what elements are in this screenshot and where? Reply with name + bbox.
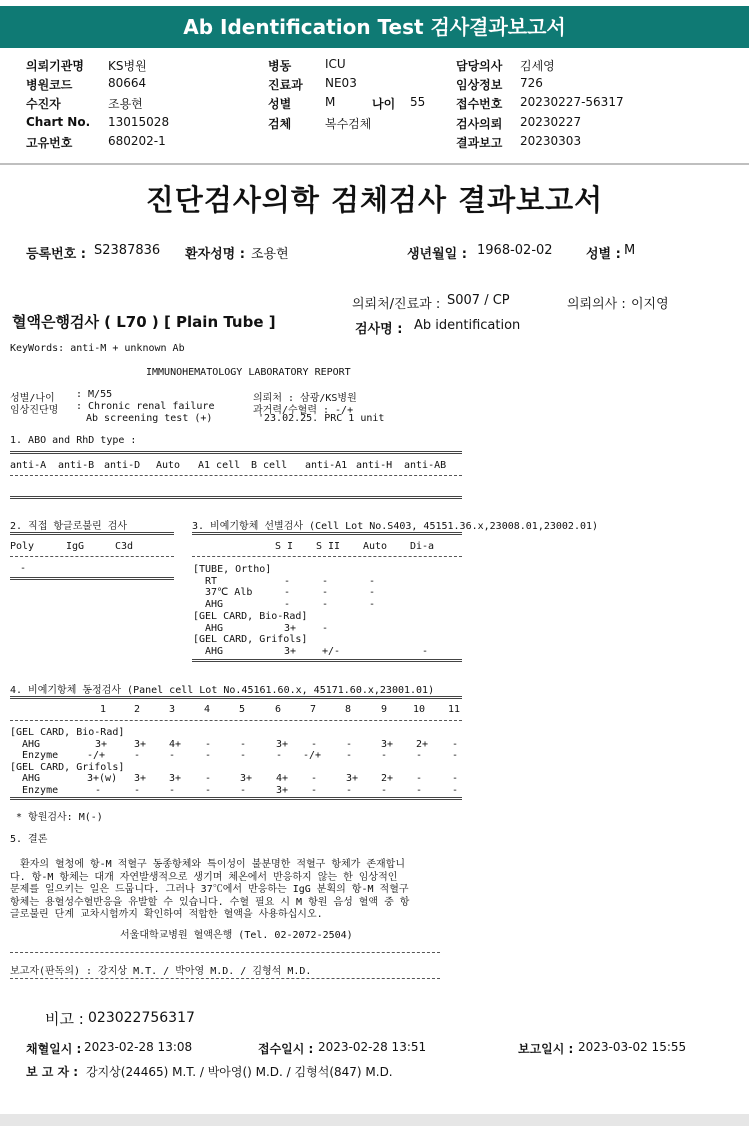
s3-rule-bottom xyxy=(192,659,462,662)
s3-cell: - xyxy=(284,587,291,599)
s4-cell: - xyxy=(452,738,459,750)
s4-cell: - xyxy=(381,750,388,761)
patient-name-value: 조용현 xyxy=(251,247,289,262)
s4-row-label: AHG xyxy=(22,738,41,750)
s3-row-label: AHG xyxy=(205,622,224,634)
label-department: 진료과 xyxy=(268,78,303,92)
s3-cell: - xyxy=(322,587,329,599)
s4-cell: 4+ xyxy=(276,773,289,784)
s4-col-header: 3 xyxy=(169,704,176,715)
value-department: NE03 xyxy=(325,76,357,90)
s1-rule-top xyxy=(10,451,462,454)
s1-h-anti-a1: anti-A1 xyxy=(305,460,348,471)
dept-label: 의뢰처/진료과 : xyxy=(352,297,441,312)
s3-cell: - xyxy=(284,575,291,587)
requester: 의뢰처 : 삼광/KS병원 xyxy=(253,393,357,404)
receive-value: 2023-02-28 13:51 xyxy=(318,1040,427,1054)
s4-cell: 2+ xyxy=(416,738,429,750)
s1-h-a1-cell: A1 cell xyxy=(198,460,241,471)
value-requesting-org: KS병원 xyxy=(108,59,147,73)
reporter-rule-top xyxy=(10,952,440,953)
reporter-rule-bottom xyxy=(10,978,440,979)
label-requesting-org: 의뢰기관명 xyxy=(26,59,84,73)
s4-cell: 3+ xyxy=(169,773,182,784)
s1-h-anti-h: anti-H xyxy=(356,460,393,471)
keywords: KeyWords: anti-M + unknown Ab xyxy=(10,343,185,354)
conclusion-line: 다. 항-M 항체는 대개 자연발생적으로 생기며 체온에서 반응하지 않는 한 임상적인 xyxy=(10,871,398,883)
s4-cell: - xyxy=(311,784,318,796)
s4-cell: 3+ xyxy=(381,738,394,750)
conclusion-line: 문제를 일으키는 일은 드뭅니다. 그러나 37℃에서 반응하는 IgG 분획의 항-M 적혈구 xyxy=(10,884,409,895)
reg-no-value: S2387836 xyxy=(94,243,161,258)
label-clinical-info: 임상정보 xyxy=(456,78,503,92)
s4-cell: - xyxy=(416,784,423,796)
label-specimen: 검체 xyxy=(268,117,292,131)
s3-cell: - xyxy=(369,599,376,611)
value-receipt-no: 20230227-56317 xyxy=(520,95,624,109)
s4-cell: - xyxy=(276,750,283,761)
report-title: 진단검사의학 검체검사 결과보고서 xyxy=(145,183,604,217)
s2-rule-bottom xyxy=(10,577,174,580)
label-unique-no: 고유번호 xyxy=(26,136,73,150)
s4-cell: - xyxy=(134,750,141,761)
bottom-bar xyxy=(0,1114,749,1126)
s4-cell: - xyxy=(452,784,459,796)
sex-age-label: 성별/나이 xyxy=(10,393,55,404)
s3-row-label: AHG xyxy=(205,599,224,611)
report-value: 2023-03-02 15:55 xyxy=(578,1040,687,1054)
s2-rule-top xyxy=(10,532,174,535)
s4-cell: - xyxy=(452,750,459,761)
transfusion-record: '23.02.25. PRC 1 unit xyxy=(258,413,385,424)
s4-cell: 3+ xyxy=(95,738,108,750)
s3-cell: - xyxy=(369,575,376,587)
value-physician: 김세영 xyxy=(520,59,555,73)
dob-label: 생년월일 : xyxy=(407,247,467,262)
value-specimen: 복수검체 xyxy=(325,117,372,131)
s4-cell: - xyxy=(240,784,247,796)
s1-title: 1. ABO and RhD type : xyxy=(10,435,137,446)
s4-cell: 2+ xyxy=(381,773,394,784)
s4-cell: 3+ xyxy=(276,784,289,796)
sex-age-value: : M/55 xyxy=(76,389,113,400)
label-test-request: 검사의뢰 xyxy=(456,117,503,131)
s3-cell: 3+ xyxy=(284,622,297,634)
s1-h-b-cell: B cell xyxy=(251,460,288,471)
s4-cell: - xyxy=(346,750,353,761)
s4-cell: - xyxy=(134,784,141,796)
reg-no-label: 등록번호 : xyxy=(26,247,86,262)
s1-h-auto: Auto xyxy=(156,460,181,471)
s4-title: 4. 비예기항체 동정검사 (Panel cell Lot No.45161.60.x, 45171.60.x,23001.01) xyxy=(10,685,435,696)
institution: 서울대학교병원 혈액은행 (Tel. 02-2072-2504) xyxy=(120,930,353,941)
label-age: 나이 xyxy=(372,97,396,111)
s3-cell: - xyxy=(422,645,429,657)
s4-cell: - xyxy=(240,738,247,750)
label-hospital-code: 병원코드 xyxy=(26,78,73,92)
s4-cell: - xyxy=(452,773,459,784)
report-label: 보고일시 : xyxy=(518,1042,574,1056)
s4-cell: - xyxy=(205,773,212,784)
value-ward: ICU xyxy=(325,57,346,71)
s1-h-anti-ab: anti-AB xyxy=(404,460,447,471)
receive-label: 접수일시 : xyxy=(258,1042,314,1056)
s4-cell: 4+ xyxy=(169,738,182,750)
conclusion-line: 항체는 용혈성수혈반응을 유발할 수 있습니다. 수혈 필요 시 M 항원 음성 혈액 중 항 xyxy=(10,896,410,908)
s4-col-header: 1 xyxy=(100,704,107,715)
s4-col-header: 2 xyxy=(134,704,141,715)
s4-cell: - xyxy=(169,750,176,761)
s2-poly-value: - xyxy=(20,563,27,574)
lab-report-title: IMMUNOHEMATOLOGY LABORATORY REPORT xyxy=(146,367,351,378)
s4-cell: - xyxy=(95,784,102,796)
test-name-label: 검사명 : xyxy=(355,322,403,337)
s3-cell: 3+ xyxy=(284,645,297,657)
s2-title: 2. 직접 항글로불린 검사 xyxy=(10,521,128,532)
value-chart-no: 13015028 xyxy=(108,115,170,129)
s4-cell: - xyxy=(205,750,212,761)
s3-cell: - xyxy=(369,587,376,599)
s3-row-label: RT xyxy=(205,575,218,587)
s4-cell: 3+(w) xyxy=(87,773,118,784)
section-title: 혈액은행검사 ( L70 ) [ Plain Tube ] xyxy=(12,313,276,331)
s4-cell: -/+ xyxy=(303,750,322,761)
s3-cell: - xyxy=(284,599,291,611)
s4-rule-mid xyxy=(10,720,462,721)
reporter-value: 강지상(24465) M.T. / 박아영() M.D. / 김형석(847) M.D. xyxy=(86,1065,393,1079)
reporter-label: 보 고 자 : xyxy=(26,1065,79,1079)
s4-cell: - xyxy=(205,784,212,796)
s4-row-label: [GEL CARD, Bio-Rad] xyxy=(10,727,125,738)
s4-cell: 3+ xyxy=(134,738,147,750)
conclusion-line: 환자의 혈청에 항-M 적혈구 동종항체와 특이성이 불분명한 적혈구 항체가 존재합니 xyxy=(20,859,406,870)
conclusion-line: 글로불린 단계 교차시험까지 확인하여 적합한 혈액을 사용하십시오. xyxy=(10,909,323,920)
s3-h-di-a: Di-a xyxy=(410,541,435,552)
label-chart-no: Chart No. xyxy=(26,115,91,129)
antigen-test: * 항원검사: M(-) xyxy=(16,812,103,823)
s3-cell: - xyxy=(322,622,329,634)
s2-rule-mid xyxy=(10,556,174,557)
s4-cell: - xyxy=(346,738,353,750)
note-value: 023022756317 xyxy=(88,1010,195,1026)
s3-h-s2: S II xyxy=(316,541,341,552)
s3-title: 3. 비예기항체 선별검사 (Cell Lot No.S403, 45151.36.x,23008.01,23002.01) xyxy=(192,521,599,532)
s3-cell: - xyxy=(322,575,329,587)
s4-cell: - xyxy=(311,738,318,750)
s4-cell: - xyxy=(169,784,176,796)
s3-row-label: [TUBE, Ortho] xyxy=(193,564,272,575)
s1-h-anti-d: anti-D xyxy=(104,460,141,471)
s4-col-header: 5 xyxy=(239,704,246,715)
dept-value: S007 / CP xyxy=(447,293,510,308)
s4-cell: - xyxy=(240,750,247,761)
s1-h-anti-b: anti-B xyxy=(58,460,95,471)
report-banner xyxy=(0,6,749,48)
s2-h-igg: IgG xyxy=(66,541,85,552)
value-test-request: 20230227 xyxy=(520,115,582,129)
value-clinical-info: 726 xyxy=(520,76,543,90)
s1-rule-mid xyxy=(10,475,462,476)
sex-label: 성별 : xyxy=(586,247,621,262)
s2-h-poly: Poly xyxy=(10,541,35,552)
label-ward: 병동 xyxy=(268,59,292,73)
collect-label: 채혈일시 : xyxy=(26,1042,82,1056)
s1-h-anti-a: anti-A xyxy=(10,460,47,471)
label-receipt-no: 접수번호 xyxy=(456,97,503,111)
s1-rule-bottom xyxy=(10,496,462,499)
s4-cell: - xyxy=(311,773,318,784)
s4-row-label: AHG xyxy=(22,773,41,784)
s4-cell: - xyxy=(416,773,423,784)
s4-col-header: 4 xyxy=(204,704,211,715)
label-result-report: 결과보고 xyxy=(456,136,503,150)
diagnosis-value: : Chronic renal failure xyxy=(76,401,215,412)
banner-title: Ab Identification Test 검사결과보고서 xyxy=(183,15,566,39)
s4-col-header: 11 xyxy=(448,704,461,715)
s4-col-header: 7 xyxy=(310,704,317,715)
label-sex: 성별 xyxy=(268,97,292,111)
value-result-report: 20230303 xyxy=(520,134,582,148)
s4-row-label: Enzyme xyxy=(22,784,59,796)
s4-cell: -/+ xyxy=(87,750,106,761)
s4-col-header: 8 xyxy=(345,704,352,715)
patient-name-label: 환자성명 : xyxy=(185,247,245,262)
doctor-value: 이지영 xyxy=(631,297,669,312)
value-hospital-code: 80664 xyxy=(108,76,147,90)
value-unique-no: 680202-1 xyxy=(108,134,166,148)
s3-h-s1: S I xyxy=(275,541,294,552)
collect-value: 2023-02-28 13:08 xyxy=(84,1040,193,1054)
s3-row-label: [GEL CARD, Grifols] xyxy=(193,634,308,646)
s4-cell: 3+ xyxy=(276,738,289,750)
dob-value: 1968-02-02 xyxy=(477,243,553,258)
screening-result: Ab screening test (+) xyxy=(86,413,213,424)
s4-cell: 3+ xyxy=(134,773,147,784)
s4-cell: - xyxy=(346,784,353,796)
reporters-line: 보고자(판독의) : 강지상 M.T. / 박아영 M.D. / 김형석 M.D. xyxy=(10,966,312,977)
s4-rule-top xyxy=(10,696,462,699)
s2-h-c3d: C3d xyxy=(115,541,134,552)
s3-h-auto: Auto xyxy=(363,541,388,552)
s4-cell: - xyxy=(416,750,423,761)
label-physician: 담당의사 xyxy=(456,59,503,73)
s4-row-label: [GEL CARD, Grifols] xyxy=(10,761,125,773)
s4-cell: 3+ xyxy=(240,773,253,784)
doctor-label: 의뢰의사 : xyxy=(567,297,626,312)
value-sex: M xyxy=(325,95,336,109)
s3-row-label: [GEL CARD, Bio-Rad] xyxy=(193,610,308,622)
s3-row-label: AHG xyxy=(205,645,224,657)
s4-row-label: Enzyme xyxy=(22,750,59,761)
s4-col-header: 10 xyxy=(413,704,426,715)
s3-row-label: 37℃ Alb xyxy=(205,587,253,599)
s4-cell: 3+ xyxy=(346,773,359,784)
s4-cell: - xyxy=(205,738,212,750)
header-info xyxy=(0,50,749,165)
value-age: 55 xyxy=(410,95,426,109)
s3-cell: - xyxy=(322,599,329,611)
header-divider xyxy=(0,163,749,165)
s3-rule-top xyxy=(192,532,462,535)
sex-value: M xyxy=(624,243,636,258)
test-name-value: Ab identification xyxy=(414,318,521,333)
transfusion-history: 과거력/수혈력 : -/+ xyxy=(253,405,354,416)
value-examinee: 조용현 xyxy=(108,97,143,111)
diagnosis-label: 임상진단명 xyxy=(10,405,59,416)
s4-cell: - xyxy=(381,784,388,796)
s4-col-header: 9 xyxy=(381,704,388,715)
s3-cell: +/- xyxy=(322,645,341,657)
s4-rule-bottom xyxy=(10,797,462,800)
note-label: 비고 : xyxy=(45,1010,84,1028)
s5-title: 5. 결론 xyxy=(10,834,48,845)
label-examinee: 수진자 xyxy=(26,97,61,111)
s4-col-header: 6 xyxy=(275,704,282,715)
s3-rule-mid xyxy=(192,556,462,557)
